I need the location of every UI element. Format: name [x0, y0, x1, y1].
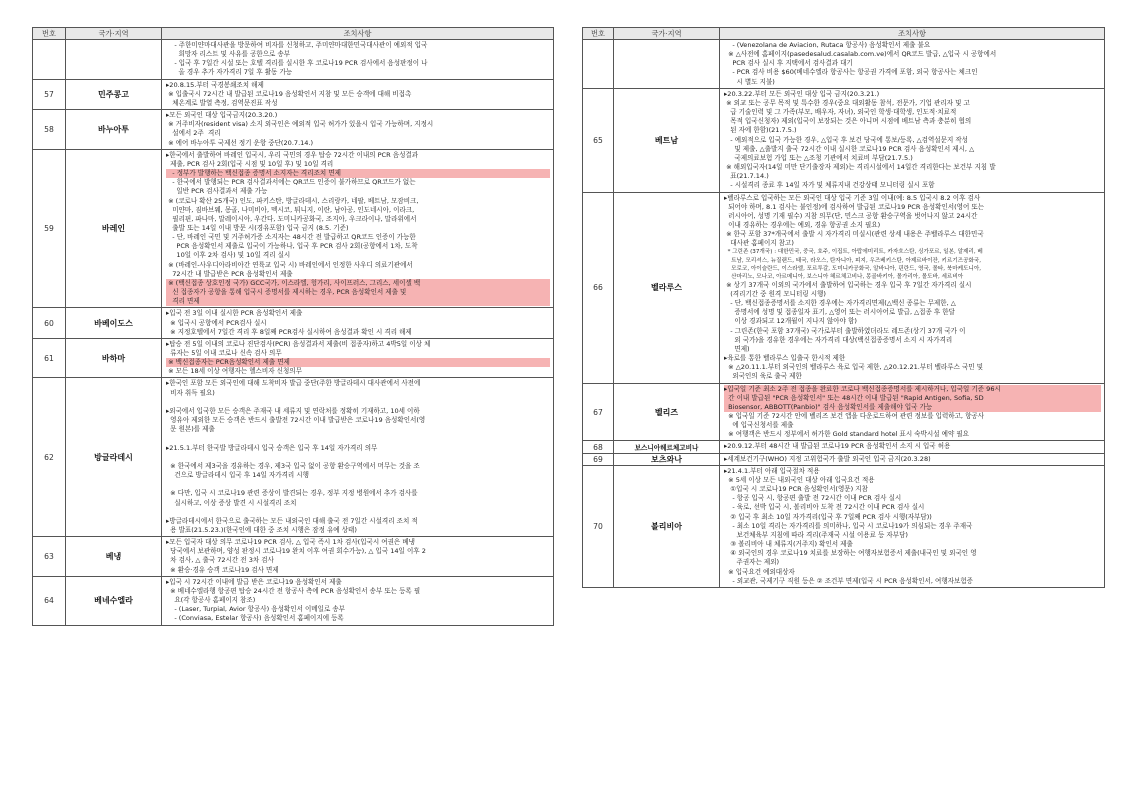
- measure-line: ※ △사전에 홈페이지(pasedesalud.casalab.com.ve)에서 QR코드 발급, △입국 시 공항에서: [724, 50, 997, 59]
- measure-line: - 항공 입국 시, 항공편 출발 전 72시간 이내 PCR 검사 실시: [724, 494, 902, 503]
- table-body-left: [33, 40, 554, 626]
- measure-line: 체온계로 발열 측정, 검역문진표 작성: [166, 98, 278, 107]
- table-row: [33, 40, 554, 80]
- measures-cell: [162, 576, 554, 625]
- measure-line: 증명서에 성명 및 접종일자 표기, △영어 또는 러시아어로 발급, △접종 후 한달: [724, 308, 955, 317]
- measure-line: 비자 취득 필요): [166, 388, 215, 397]
- measure-line: 차 검사, △ 출국 72시간 전 3차 검사: [166, 556, 274, 565]
- measure-line: 요(각 항공사 홈페이지 참조): [166, 596, 256, 605]
- measures-cell: [162, 378, 554, 537]
- highlighted-measure-line: ※ (백신접종 상호인정 국가) GCC국가, 이스라엘, 헝가리, 사이프러스, 그리스, 세이셸 백: [166, 279, 550, 288]
- measure-line: 72시간 내 발급받은 PCR 음성확인서 제출: [166, 269, 293, 278]
- measures-cell: [162, 110, 554, 150]
- highlighted-measure-line: 격리 면제: [166, 297, 550, 306]
- measures-cell: [162, 537, 554, 577]
- table-row: [583, 383, 1105, 441]
- measure-line: 및 제출, △출발지 출국 72시간 이내 실시한 코로나19 PCR 검사 음성확인서 제시, △: [724, 144, 975, 153]
- measures-cell: [162, 149, 554, 308]
- measure-line: - 육로, 선박 입국 시, 볼리비아 도착 전 72시간 이내 PCR 검사 실시: [724, 503, 925, 512]
- table-row: [33, 110, 554, 150]
- measure-line: 에 입국신청서를 제출: [724, 421, 794, 430]
- measure-line: 미얀마, 짐바브웨, 몽골, 나미비아, 멕시코, 튀니지, 이란, 남아공, 인도네시아, 이라크,: [166, 205, 415, 214]
- row-number: 65: [583, 88, 614, 192]
- measure-line: ▸세계보건기구(WHO) 지정 고위험국가 출발 외국인 입국 금지(20.3.28): [724, 454, 931, 463]
- measure-line: - 외교관, 국제기구 직원 등은 ② 조건부 면제(입국 시 PCR 음성확인서, 여행자보험증: [724, 576, 973, 585]
- measure-line: ▸입국 전 3일 이내 실시한 PCR 음성확인서 제출: [166, 309, 303, 318]
- measure-line: ▸입국 시 72시간 이내에 발급 받은 코로나19 음성확인서 제출: [166, 577, 342, 586]
- measure-line: 영유아 제외한 모든 승객은 반드시 출발전 72시간 이내 발급받은 코로나19 음성확인서(영: [166, 416, 426, 425]
- measure-line: 설에서 2주 격리: [166, 129, 221, 138]
- measures-table-left: [32, 27, 554, 626]
- measure-line: [166, 398, 550, 407]
- right-column: [582, 27, 1105, 588]
- measure-line: [166, 434, 550, 443]
- measure-line: 이상 경과되고 12개월이 지나지 않아야 함): [724, 317, 857, 326]
- header-measures: 조치사항: [720, 28, 1105, 40]
- country-name: 방글라데시: [66, 378, 162, 537]
- measure-line: ▸20.3.22.부터 모든 외국인 대상 입국 금지(20.3.21.): [724, 89, 880, 98]
- measure-line: ※ 한국에서 제3국을 경유하는 경우, 제3국 입국 없이 공항 환승구역에서 머무는 것을 조: [166, 461, 420, 470]
- measure-line: ※ (코로나 확산 25개국) 인도, 파키스탄, 방글라데시, 스리랑카, 네팔, 베트남, 모잠비크,: [166, 196, 419, 205]
- measures-cell: [162, 40, 554, 80]
- measures-cell: [720, 383, 1105, 441]
- measures-cell: [720, 192, 1105, 383]
- country-name: 벨라루스: [614, 192, 720, 383]
- measure-line: ※ 입출국시 72시간 내 발급된 코로나19 음성확인서 지참 및 모든 승객에 대해 비접촉: [166, 89, 412, 98]
- measure-line: ※ △20.11.1.부터 외국인의 벨라루스 육로 입국 제한, △20.12.21.부터 벨라루스 국민 및: [724, 363, 984, 372]
- measure-line: - 입국 후 7일간 시설 또는 호텔 격리를 실시한 후 코로나19 PCR 검사에서 음성판정이 나: [166, 59, 428, 68]
- row-number: 69: [583, 453, 614, 465]
- table-row: [583, 192, 1105, 383]
- country-name: 보스니아헤르체고비나: [614, 441, 720, 453]
- measure-line: - PCR 검사 비용 $60(베네수엘라 항공사는 항공권 가격에 포함, 외국 항공사는 체크인: [724, 68, 978, 77]
- country-name: 바베이도스: [66, 308, 162, 338]
- measure-line: - 최소 10일 격리는 자가격리를 의미하나, 입국 시 코로나19가 의심되는 경우 주재국: [724, 521, 973, 530]
- header-country: 국가·지역: [66, 28, 162, 40]
- measure-line: 제출, PCR 검사 2회(입국 시점 및 10일 후) 및 10일 격리: [166, 159, 334, 168]
- measure-line: 필리핀, 파나마, 말레이시아, 우간다, 도미니카공화국, 조지아, 우크라이나, 말라위에서: [166, 214, 417, 223]
- measure-line: - (Venezolana de Aviacion, Rutaca 항공사) 음성확인서 제출 불요: [724, 41, 931, 49]
- country-name: 바하마: [66, 338, 162, 378]
- row-number: 66: [583, 192, 614, 383]
- country-name: 바레인: [66, 149, 162, 308]
- measure-line: [166, 508, 550, 517]
- measures-cell: [720, 441, 1105, 453]
- row-number: 59: [33, 149, 66, 308]
- table-row: [33, 378, 554, 537]
- measure-line: 외국인의 육로 출국 제한: [724, 372, 802, 381]
- measure-line: 모로코, 아이슬란드, 이스라엘, 포르투갈, 도미니카공화국, 알바니아, 핀란드, 영국, 몰타, 북마케도니아,: [724, 265, 982, 272]
- measure-line: 10일 이후 2차 검사) 및 10일 격리 실시: [166, 251, 291, 260]
- table-row: [583, 88, 1105, 192]
- highlighted-measure-line: Biosensor, ABBOTT(Panbio)" 검사 음성확인서를 제출해야 입국 가능: [724, 403, 1101, 412]
- measure-line: ※ 입국시 공항에서 PCR검사 실시: [166, 318, 267, 327]
- measure-line: 건으로 방글라데시 입국 후 14일 자가격리 시행: [166, 471, 309, 480]
- measure-line: ※ 환승·경유 승객 코로나19 검사 면제: [166, 565, 279, 574]
- measure-line: ▸외국에서 입국한 모든 승객은 주재국 내 세류지 및 연락처를 정확히 기재하고, 10세 이하: [166, 406, 420, 415]
- measure-line: 급 기술인력 및 그 가족(부모, 배우자, 자녀), 외국인 학생·대학생, 인도적·치료적: [724, 108, 957, 117]
- header-measures: 조치사항: [162, 28, 554, 40]
- measure-line: 산마리노, 모나코, 아르메니아, 보스니아 헤르체고비나, 몽골바키아, 몰가리아, 몰도바, 세르비아: [724, 273, 964, 280]
- measure-line: 목적 입국신청자) 제외(입국이 보장되는 것은 아니며 시점에 베트남 측과 충분히 협의: [724, 117, 972, 126]
- header-number: 번호: [33, 28, 66, 40]
- measure-line: 이내 경유하는 경우에는 예외, 경유 항공권 소지 필요): [724, 220, 881, 229]
- table-row: [33, 79, 554, 109]
- header-country: 국가·지역: [614, 28, 720, 40]
- measure-line: ※ 거주비자(resident visa) 소지 외국인은 예외적 입국 허가가 있을시 입국 가능하며, 지정시: [166, 120, 434, 129]
- table-row: [33, 308, 554, 338]
- measures-table-right: [582, 27, 1105, 588]
- country-name: 베트남: [614, 88, 720, 192]
- measure-line: ※ 해외입국자(14일 미만 단기출장자 제외)는 격리시설에서 14일간 격리한다는 보건부 지침 발: [724, 163, 996, 172]
- measures-cell: [162, 338, 554, 378]
- table-row: [583, 465, 1105, 587]
- measures-cell: [720, 40, 1105, 89]
- measure-line: ※ 여행객은 반드시 정부에서 허가한 Gold standard hotel 표시 숙박시설 예약 필요: [724, 430, 969, 439]
- measure-line: 되어야 하며, 8.1 검사는 불인정)에 검사하여 발급된 코로나19 PCR 음성확인서(영어 또는: [724, 202, 985, 211]
- highlighted-measure-line: ▸입국일 기준 최소 2주 전 접종을 완료한 코로나 백신접종증명서를 제시하거나, 입국일 기준 96시: [724, 385, 1101, 394]
- header-number: 번호: [583, 28, 614, 40]
- measure-line: ※ 베네수엘라행 항공편 탑승 24시간 전 항공사 측에 PCR 음성확인서 송부 또는 등록 필: [166, 586, 421, 595]
- measure-line: 대사관 홈페이지 참고): [724, 239, 794, 248]
- table-row: [583, 453, 1105, 465]
- measure-line: 외 국가)을 경유한 경우에는 자가격리 대상(백신접종증명서 소지 시 자가격리: [724, 335, 953, 344]
- measure-line: 문 원본)를 제출: [166, 425, 215, 434]
- country-name: 보츠와나: [614, 453, 720, 465]
- country-name: [66, 40, 162, 80]
- measure-line: - 시설격리 종료 후 14일 자가 및 체류지내 건강상태 모니터링 실시 포함: [724, 181, 935, 190]
- table-header-row: [33, 28, 554, 40]
- table-row: [583, 40, 1105, 89]
- country-name: 베냉: [66, 537, 162, 577]
- measure-line: ▸모든 입국자 대상 의무 코로나19 PCR 검사, △ 입국 즉시 1차 검사(입국시 여권은 베냉: [166, 538, 415, 547]
- measure-line: ▸탑승 전 5일 이내의 코로나 진단검사(PCR) 음성결과서 제출(비 접종자)하고 4박5일 이상 체: [166, 339, 431, 348]
- measure-line: ④ 외국인의 경우 코로나19 치료를 보장하는 여행자보험증서 제출(내국인 및 외국인 영: [724, 549, 977, 558]
- row-number: 61: [33, 338, 66, 378]
- measure-line: - 주한미얀마대사관을 방문하여 비자를 신청하고, 주미얀마대한민국대사관이 예외적 입국: [166, 41, 428, 49]
- table-row: [33, 537, 554, 577]
- measure-line: 러시아어, 성명 기재 필수) 지참 의무(단, 민스크 공항 환승구역을 벗어나지 않고 24시간: [724, 211, 978, 220]
- row-number: 70: [583, 465, 614, 587]
- measure-line: 트남, 모리셔스, 뉴질랜드, 태국, 라오스, 탄자니아, 피지, 우즈베키스탄, 아제르바이잔, 키르기즈공화국,: [724, 257, 982, 264]
- country-name: 바누아투: [66, 110, 162, 150]
- row-number: 64: [33, 576, 66, 625]
- row-number: 68: [583, 441, 614, 453]
- measure-line: ※ (바레인-사우디아라비아간 연륙교 입국 시) 바레인에서 인정한 사우디 의료기관에서: [166, 260, 413, 269]
- measure-line: ※ 에어 바누아투 국제선 정기 운항 중단(20.7.14.): [166, 138, 314, 147]
- measure-line: ①입국 시 코로나19 PCR 음성확인서(영문) 지참: [724, 485, 868, 494]
- left-column: [32, 27, 554, 626]
- measure-line: 국제의료보험 가입 또는 △조청 기관에서 치료비 부담(21.7.5.): [724, 153, 913, 162]
- measure-line: 표(21.7.14.): [724, 172, 769, 181]
- measure-line: ▸벨라루스로 입국하는 모든 외국인 대상 입국 기준 3일 이내(예: 8.5 입국시 8.2 이후 검사: [724, 193, 981, 202]
- measure-line: ▸한국인 포함 모든 외국인에 대해 도착비자 발급 중단(주한 방글라데시 대사관에서 사전에: [166, 379, 421, 388]
- row-number: 63: [33, 537, 66, 577]
- measure-line: 당국에서 보관하며, 양성 판정시 코로나19 완치 이후 여권 회수가능), △ 입국 14일 이후 2: [166, 547, 426, 556]
- measures-cell: [720, 465, 1105, 587]
- measure-line: - (Conviasa, Estelar 항공사) 음성확인서 홈페이지에 등록: [166, 614, 344, 623]
- measure-line: [166, 453, 550, 462]
- measure-line: ※ 외교 또는 공무 목적 및 특수한 경우(중요 대외활동 참석, 전문가, 기업 관리자 및 고: [724, 98, 970, 107]
- measure-line: ※ 입국요건 예외대상자: [724, 567, 795, 576]
- row-number: [33, 40, 66, 80]
- measure-line: 보건체육부 지침에 따라 격리(주재국 시설 이용료 등 자부담): [724, 530, 908, 539]
- measure-line: ▸방글라데시에서 한국으로 출국하는 모든 내외국인 대해 출국 전 7일간 시설격리 조치 적: [166, 516, 418, 525]
- measure-line: 용 발표(21.5.23.)(한국인에 대한 중 조치 시행은 잠정 유예 상태): [166, 525, 357, 534]
- measure-line: - 단, 바레인 국민 및 거주허가증 소지자는 48시간 전 발급하고 QR코드 인증이 가능한: [166, 233, 416, 242]
- measure-line: ▸20.9.12.부터 48시간 내 발급된 코로나19 PCR 음성확인서 소지 시 입국 허용: [724, 442, 951, 451]
- table-row: [33, 149, 554, 308]
- country-name: 민주콩고: [66, 79, 162, 109]
- measures-cell: [720, 453, 1105, 465]
- measure-line: - 그린존(한국 포함 37개국) 국가로부터 출발하였더라도 레드존(상기 37개 국가 이: [724, 326, 966, 335]
- measure-line: - (Laser, Turpial, Avior 항공사) 음성확인서 이메일로 송부: [166, 605, 345, 614]
- measure-line: PCR 음성확인서 제출로 입국이 가능하나, 입국 후 PCR 검사 2회(공항에서 1차, 도착: [166, 242, 418, 251]
- highlighted-measure-line: 간 이내 발급된 "PCR 음성확인서" 또는 48시간 이내 발급된 "Rapid Antigen, Sofia, SD: [724, 394, 1101, 403]
- highlighted-measure-line: ※ 백신접종자는 PCR음성확인서 제출 면제: [166, 358, 550, 367]
- measure-line: ▸모든 외국인 대상 입국금지(20.3.20.): [166, 111, 278, 120]
- row-number: 58: [33, 110, 66, 150]
- measure-line: - 단, 백신접종증명서를 소지한 경우에는 자가격리면제(△백신 종류는 무제한, △: [724, 299, 956, 308]
- measure-line: 출발 또는 14일 이내 방문 시(경유포함) 입국 금지 (8.5. 기준): [166, 223, 349, 232]
- measure-line: ② 입국 후 최소 10일 자가격리(입국 후 7일째 PCR 검사 시행(자부담)): [724, 512, 932, 521]
- table-body-right: [583, 40, 1105, 588]
- measure-line: 일반 PCR 검사결과서 제출 가능: [166, 187, 268, 196]
- measure-line: ▸20.8.15.부터 국경봉쇄조치 해제: [166, 80, 264, 89]
- measure-line: ※ 5세 이상 모든 내외국인 대상 아래 입국요건 적용: [724, 475, 875, 484]
- measure-line: PCR 검사 실시 후 지택에서 검사결과 대기: [724, 59, 853, 68]
- measures-cell: [720, 88, 1105, 192]
- measure-line: 시 별도 지불): [724, 77, 775, 86]
- measure-line: 된 자에 한함)(21.7.5.): [724, 126, 797, 135]
- measure-line: [166, 480, 550, 489]
- row-number: 57: [33, 79, 66, 109]
- measure-line: - 한국에서 발행되는 PCR 검사결과서에는 QR코드 인증이 불가하므로 QR코드가 없는: [166, 178, 416, 187]
- measure-line: * 그린존 (37개국) : 대한민국, 중국, 호주, 이집트, 아랍에미리트, 카자흐스탄, 싱가포르, 일본, 알제리, 베: [724, 249, 983, 256]
- measure-line: ▸한국에서 출발하여 바레인 입국시, 우리 국민의 경우 탑승 72시간 이내의 PCR 음성결과: [166, 150, 419, 159]
- country-name: 베네수엘라: [66, 576, 162, 625]
- measure-line: ※ 상기 37개국 이외의 국가에서 출발하여 입국하는 경우 입국 후 7일간 자가격리 실시: [724, 280, 972, 289]
- measure-line: ▸21.5.1.부터 한국발 방글라데시 입국 승객은 입국 후 14일 자가격리 의무: [166, 443, 378, 452]
- measure-line: ▸21.4.1.부터 아래 입국절차 적용: [724, 466, 820, 475]
- table-header-row: [583, 28, 1105, 40]
- table-row: [583, 441, 1105, 453]
- measure-line: 올 경우 추가 자가격리 7일 후 활동 가능: [166, 68, 293, 77]
- measure-line: ※ 지정호텔에서 7일간 격리 후 8일째 PCR검사 실시하여 음성결과 확인 시 격리 해제: [166, 327, 412, 336]
- measure-line: ③ 볼리비아 내 체류지(거주지) 확인서 제출: [724, 540, 853, 549]
- measure-line: 희망자 리스트 및 사유를 공한으로 송부: [166, 50, 291, 59]
- measure-line: ※ 입국일 기준 72시간 안에 벨리즈 보건 앱을 다운로드하여 관련 정보를 입력하고, 항공사: [724, 412, 985, 420]
- measures-cell: [162, 79, 554, 109]
- measure-line: 주권자는 제외): [724, 558, 780, 567]
- table-row: [33, 576, 554, 625]
- highlighted-measure-line: - 정부가 발행하는 백신접종 증명서 소지자는 격리조치 면제: [166, 169, 550, 178]
- country-name: 벨리즈: [614, 383, 720, 441]
- highlighted-measure-line: 신 접종자가 공항을 통해 입국시 증명서를 제시하는 경우, PCR 음성확인서 제출 및: [166, 288, 550, 297]
- measure-line: ※ 모든 18세 이상 여행자는 헬스비자 신청의무: [166, 367, 302, 376]
- country-name: 볼리비아: [614, 465, 720, 587]
- row-number: 60: [33, 308, 66, 338]
- measure-line: 류자는 5일 이내 코로나 신속 검사 의무: [166, 349, 282, 357]
- measure-line: 실시하고, 이상 증상 발견 시 시설격리 조치: [166, 498, 297, 507]
- country-name: [614, 40, 720, 89]
- measure-line: 면제): [724, 344, 750, 353]
- measure-line: ▸육로를 통한 벨라루스 입출국 한시적 제한: [724, 354, 846, 363]
- measure-line: ※ 다만, 입국 시 코로나19 관련 증상이 발견되는 경우, 정부 지정 병원에서 추가 검사를: [166, 489, 418, 498]
- row-number: [583, 40, 614, 89]
- table-row: [33, 338, 554, 378]
- row-number: 62: [33, 378, 66, 537]
- row-number: 67: [583, 383, 614, 441]
- measure-line: (격리기간 중 원격 모니터링 시행): [724, 289, 826, 298]
- measure-line: ※ 한국 포함 37*개국에서 출발 시 자가격리 미실시(관련 상세 내용은 주벨라루스 대한민국: [724, 230, 984, 239]
- measures-cell: [162, 308, 554, 338]
- measure-line: - 예외적으로 입국 가능한 경우, △입국 후 보건 당국에 통보/등록, △검역설문지 작성: [724, 135, 968, 144]
